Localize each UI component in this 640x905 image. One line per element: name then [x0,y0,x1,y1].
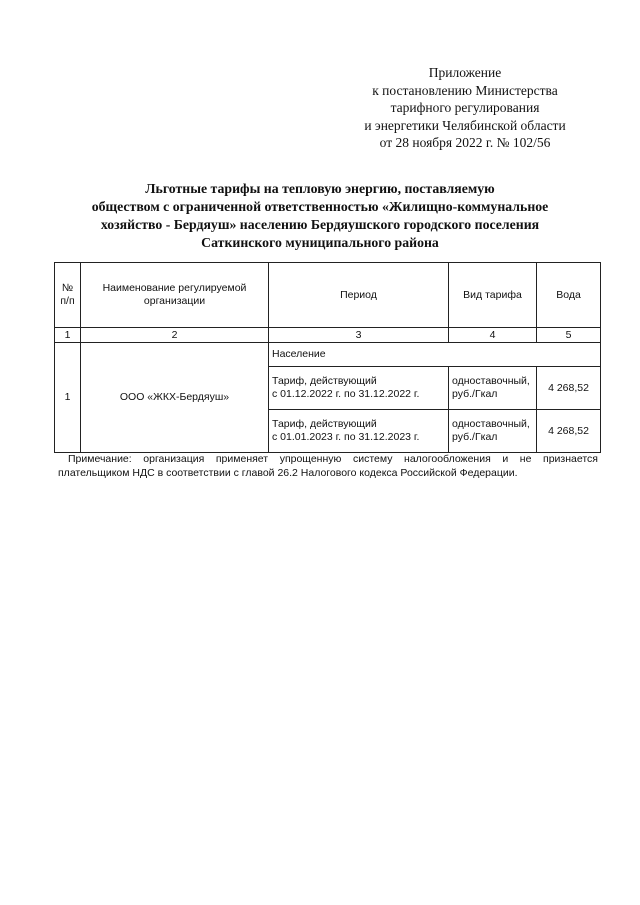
table-row [55,343,601,367]
appendix-block [330,64,600,152]
tariff-value: 4 268,52 [537,367,601,410]
column-number: 1 [55,328,81,343]
header-water: Вода [537,263,601,328]
document-title [56,180,584,252]
tariff-kind [449,367,537,410]
title-line: Льготные тарифы на тепловую энергию, поставляемую [145,181,495,196]
header-tariff-kind: Вид тарифа [449,263,537,328]
period-line: с 01.01.2023 г. по 31.12.2023 г. [272,431,420,443]
header-organization: Наименование регулируемой организации [81,263,269,328]
tariff-period [269,367,449,410]
kind-line: одноставочный, [452,375,530,387]
column-numbers-row [55,328,601,343]
header-period: Период [269,263,449,328]
tariff-period [269,410,449,453]
column-number: 2 [81,328,269,343]
appendix-date-line: от 28 ноября 2022 г. № 102/56 [379,135,551,150]
title-line: хозяйство - Бердяуш» населению Бердяушского городского поселения [100,217,540,232]
tariff-kind [449,410,537,453]
kind-line: руб./Гкал [452,388,498,400]
column-number: 3 [269,328,449,343]
column-number: 4 [449,328,537,343]
appendix-line: тарифного регулирования [390,100,540,115]
appendix-line: Приложение [428,65,502,80]
title-line: Саткинского муниципального района [201,235,439,250]
tariff-table [54,262,601,453]
period-line: с 01.12.2022 г. по 31.12.2022 г. [272,388,420,400]
column-number: 5 [537,328,601,343]
header-num: № п/п [55,263,81,328]
footnote: Примечание: организация применяет упрощенную систему налогообложения и не признается плательщиком НДС в соответствии с главой 26.2 Налогового кодекса Российской Федерации. [58,453,598,479]
tariff-value: 4 268,52 [537,410,601,453]
period-line: Тариф, действующий [272,418,377,430]
appendix-line: к постановлению Министерства [372,82,558,98]
kind-line: одноставочный, [452,418,530,430]
consumer-group: Население [269,343,601,367]
period-line: Тариф, действующий [272,375,377,387]
title-line: обществом с ограниченной ответственностью «Жилищно-коммунальное [91,199,549,214]
appendix-line: и энергетики Челябинской области [364,117,566,133]
row-number: 1 [55,343,81,453]
table-header-row [55,263,601,328]
organization-name: ООО «ЖКХ-Бердяуш» [81,343,269,453]
kind-line: руб./Гкал [452,431,498,443]
